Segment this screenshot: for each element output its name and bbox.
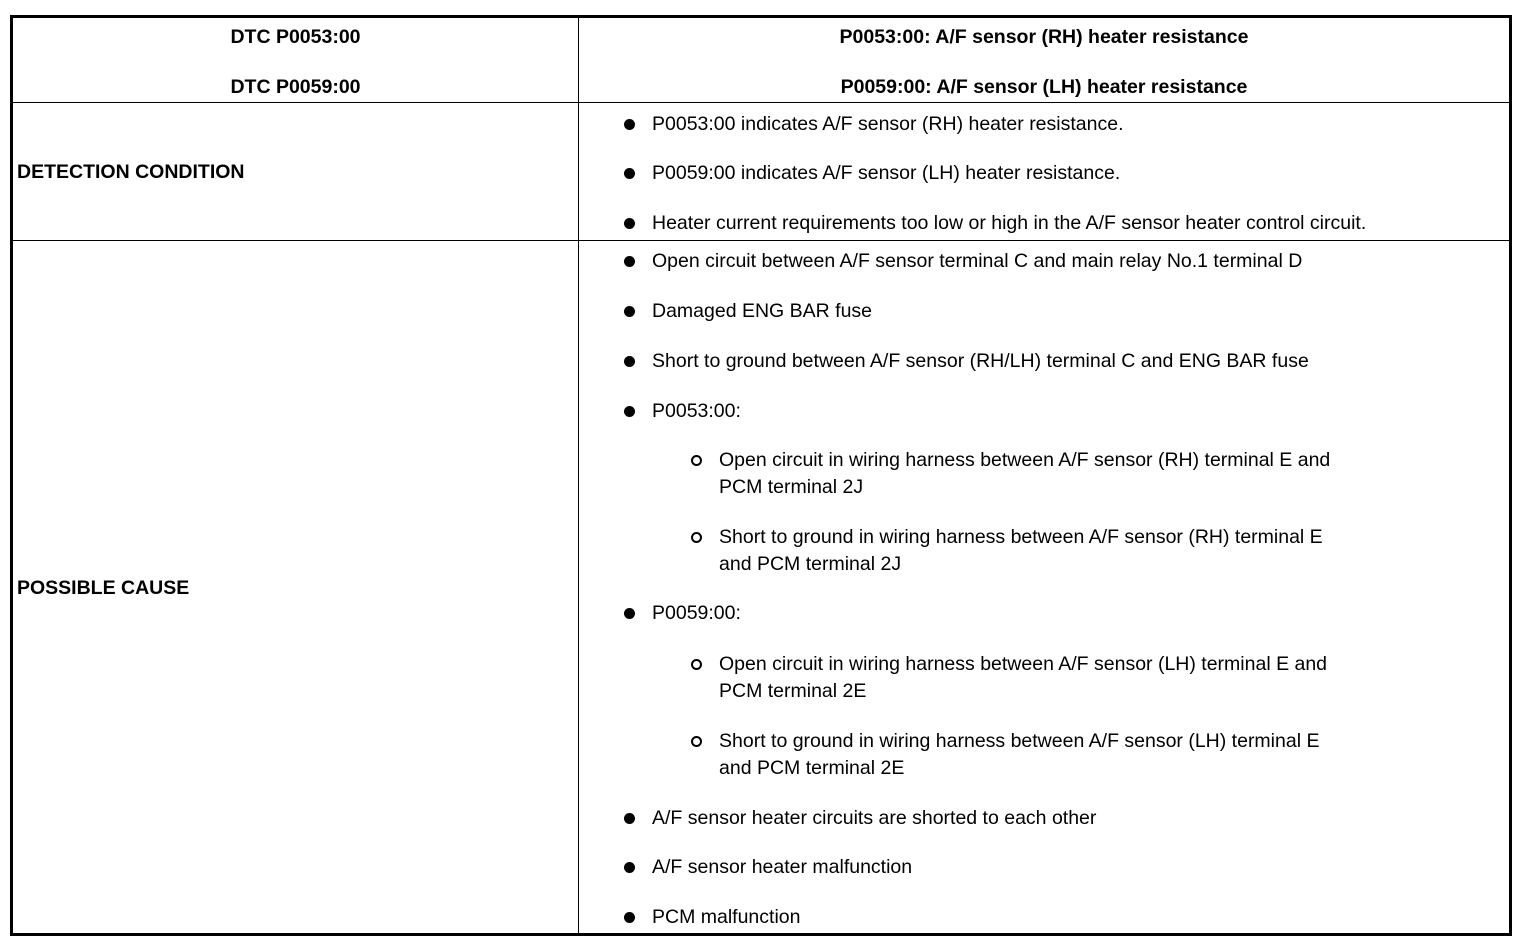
- dtc-table: DTC P0053:00 DTC P0059:00 P0053:00: A/F sensor (RH) heater resistance P0059:00: A/F sensor (LH) heater resistance DETECTION CONDITION P0053:00 indicates A/F sensor (RH) heater resistance. P0059:00 indicates A/F sensor (LH) heater resistance. Heater current requirements too low or high in the A/F sensor heater control circuit. POSSIBLE CAUSE Open circuit between A/F sensor terminal C and main relay No.1 terminal D Damaged ENG BAR fuse Short to ground between A/F sensor (RH/LH) terminal C and ENG BAR fuse P0053:00: Open circuit in wiring harness between A/F sensor (RH) terminal E and PCM terminal 2J Short to ground in wiring harness between A/F sensor (RH) terminal E and PCM terminal 2J P0059:00: Open circuit in wiring harness between A/F sensor (LH) terminal E and PCM terminal 2E Short to ground in wiring harness between A/F sensor (LH) terminal E and PCM terminal 2E A/F sensor heater circuits are shorted to each other A/F sensor heater malfunction PCM malfunction: [10, 15, 1512, 936]
- possible-cause-label: POSSIBLE CAUSE: [17, 577, 190, 599]
- bullet-icon: [624, 608, 635, 619]
- bullet-icon: [624, 119, 635, 130]
- hollow-bullet-icon: [691, 532, 702, 543]
- bullet-icon: [624, 912, 635, 923]
- bullet-icon: [624, 168, 635, 179]
- dtc-description-1: P0053:00: A/F sensor (RH) heater resistance: [839, 26, 1249, 48]
- bullet-icon: [624, 256, 635, 267]
- detection-condition-label: DETECTION CONDITION: [17, 161, 245, 183]
- hollow-bullet-icon: [691, 659, 702, 670]
- row-divider-detection: [13, 240, 1509, 241]
- bullet-icon: [624, 306, 635, 317]
- bullet-icon: [624, 813, 635, 824]
- dtc-description-2: P0059:00: A/F sensor (LH) heater resistance: [840, 76, 1248, 98]
- hollow-bullet-icon: [691, 736, 702, 747]
- column-divider: [578, 18, 579, 933]
- dtc-code-2: DTC P0059:00: [230, 76, 361, 98]
- hollow-bullet-icon: [691, 455, 702, 466]
- row-divider-header: [13, 102, 1509, 103]
- bullet-icon: [624, 862, 635, 873]
- dtc-code-1: DTC P0053:00: [230, 26, 361, 48]
- bullet-icon: [624, 356, 635, 367]
- bullet-icon: [624, 218, 635, 229]
- bullet-icon: [624, 406, 635, 417]
